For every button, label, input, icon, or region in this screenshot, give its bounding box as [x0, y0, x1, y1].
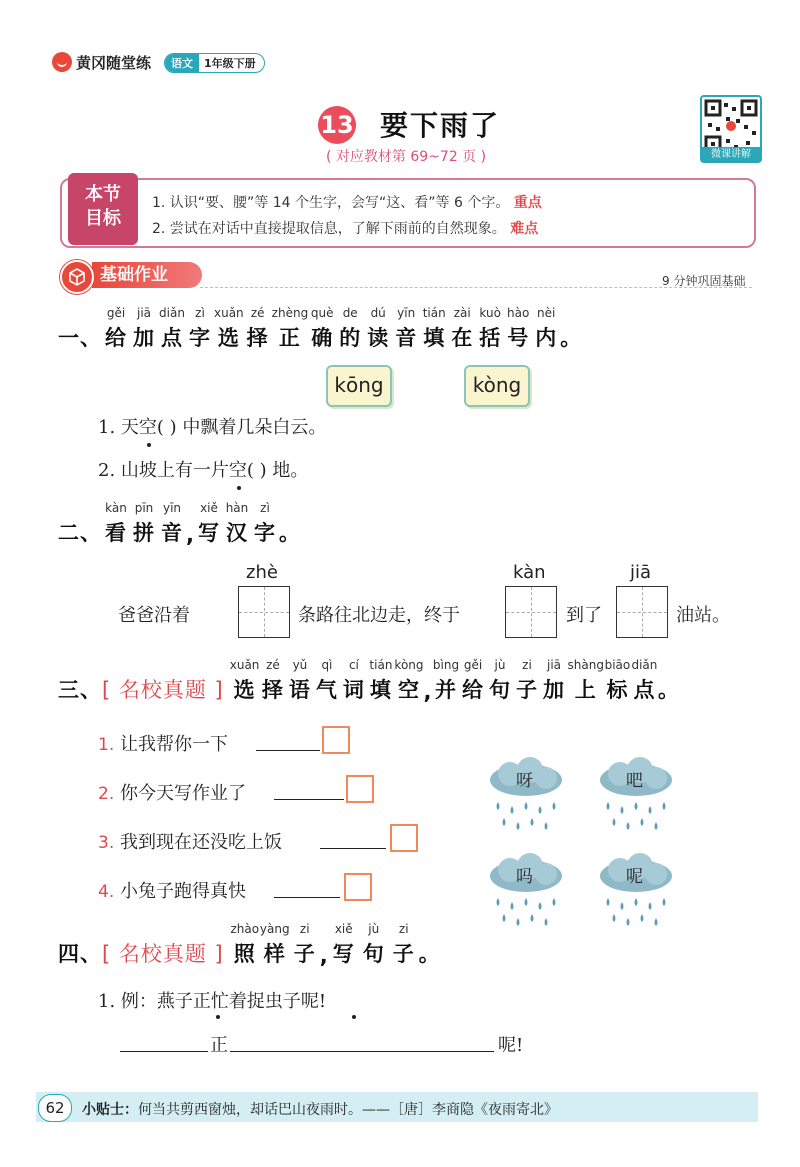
q4-example	[98, 987, 326, 1013]
heading-char: 选	[217, 326, 240, 350]
heading-char: 择	[261, 678, 284, 702]
pinyin-annotation: zé	[250, 306, 265, 320]
pinyin-annotation: jù	[494, 658, 506, 672]
heading-char: 音	[161, 521, 183, 545]
question-source-tag: [ 名校真题 ]	[102, 942, 224, 966]
question-prefix: 三、	[58, 678, 102, 702]
goal-item	[152, 218, 538, 238]
box-pinyin: kàn	[513, 562, 546, 583]
pinyin-annotation: jù	[368, 922, 380, 936]
grade-label: 1年级下册	[204, 57, 256, 70]
pinyin-option-card[interactable]	[326, 365, 392, 407]
pinyin-annotation	[426, 664, 430, 680]
answer-blank[interactable]	[320, 828, 386, 849]
dotted-char: 空	[138, 417, 157, 438]
question-end-mark: 。	[657, 678, 680, 702]
heading-char: ,	[319, 944, 329, 968]
heading-char-column	[223, 501, 251, 547]
heading-char: 气	[315, 678, 338, 702]
question-end-mark: 。	[418, 942, 441, 966]
heading-char: 给	[462, 678, 484, 702]
rain-cloud-icon	[596, 852, 676, 932]
pinyin-annotation: jiā	[136, 306, 152, 320]
heading-char: 上	[574, 678, 597, 702]
lesson-number: 13	[318, 106, 356, 144]
pinyin-annotation: zhào	[230, 922, 260, 936]
question-end-mark: 。	[560, 326, 583, 350]
pinyin-annotation: de	[342, 306, 358, 320]
pinyin-annotation: nèi	[537, 306, 556, 320]
heading-char-column	[394, 658, 423, 704]
cube-icon	[60, 260, 94, 294]
goals-label	[68, 173, 138, 245]
goal-item	[152, 192, 542, 212]
question-source-tag: [ 名校真题 ]	[102, 678, 224, 702]
pinyin-annotation: xuǎn	[214, 306, 244, 320]
heading-char-column	[290, 922, 320, 968]
pinyin-annotation: hàn	[225, 501, 249, 515]
qr-caption: 微课讲解	[700, 147, 762, 163]
heading-char: 空	[397, 678, 420, 702]
pinyin-annotation: kuò	[479, 306, 501, 320]
pinyin-annotation: yīn	[162, 501, 182, 515]
pinyin-annotation	[322, 928, 326, 944]
heading-char-column	[102, 306, 130, 352]
heading-char-column	[487, 658, 514, 704]
footer-tip	[82, 1099, 558, 1119]
pinyin-annotation: zài	[453, 306, 471, 320]
emphasis-dot	[147, 443, 151, 447]
heading-char: ,	[186, 523, 195, 547]
heading-char: ,	[423, 680, 433, 704]
q2-text-part: 油站。	[676, 605, 730, 626]
item-number: 3.	[98, 833, 115, 853]
pinyin-option-card[interactable]	[464, 365, 530, 407]
heading-char-column	[329, 922, 359, 968]
heading-char: 并	[435, 678, 457, 702]
heading-char: 音	[395, 326, 418, 350]
lesson-pages: ( 对应教材第 69~72 页 )	[326, 149, 487, 165]
q3-item	[98, 730, 228, 756]
pinyin-annotation: kòng	[394, 658, 424, 672]
tianzige-box[interactable]	[505, 586, 557, 638]
heading-char: 填	[369, 678, 392, 702]
pinyin-annotation: zhèng	[271, 306, 309, 320]
tip-label: 小贴士：	[82, 1102, 138, 1118]
heading-char: 择	[246, 326, 269, 350]
heading-char-column	[367, 658, 394, 704]
goals-label-bottom: 目标	[85, 208, 121, 229]
rain-cloud-icon	[486, 852, 566, 932]
heading-char: 子	[516, 678, 538, 702]
heading-char-column	[313, 658, 340, 704]
subject-label: 语文	[165, 54, 199, 72]
heading-char: 在	[451, 326, 474, 350]
heading-char-column	[244, 306, 272, 352]
pinyin-annotation: zì	[260, 501, 270, 515]
section-title: 基础作业	[92, 262, 202, 288]
heading-char-column	[359, 922, 389, 968]
cloud-word[interactable]: 呀	[516, 771, 533, 791]
q1-item-dotted	[229, 460, 247, 481]
heading-char: 确	[311, 326, 334, 350]
heading-char-column	[604, 658, 631, 704]
heading-char-column	[286, 658, 313, 704]
q1-item	[98, 456, 308, 482]
subject-badge	[164, 53, 265, 73]
heading-char: 子	[293, 942, 316, 966]
item-text: 你今天写作业了	[119, 783, 246, 804]
heading-char: 字	[189, 326, 211, 350]
pinyin-annotation: zi	[398, 922, 409, 936]
heading-char-column	[514, 658, 541, 704]
tianzige-box[interactable]	[616, 586, 668, 638]
heading-char: 看	[105, 521, 127, 545]
pinyin-annotation: xiě	[200, 501, 218, 515]
q3-item	[98, 828, 282, 854]
pinyin-option-text: kòng	[472, 373, 522, 397]
heading-char-column	[259, 658, 286, 704]
pinyin-annotation: zi	[522, 658, 532, 672]
q4-end-word: 呢!	[498, 1035, 524, 1056]
goal-text: 2. 尝试在对话中直接提取信息，了解下雨前的自然现象。	[152, 221, 506, 237]
pinyin-annotation: diǎn	[631, 658, 658, 672]
heading-char: 词	[342, 678, 365, 702]
q4-mid-word: 正	[210, 1035, 228, 1056]
pinyin-annotation: tián	[422, 306, 446, 320]
heading-char-column	[260, 922, 290, 968]
heading-char-column	[186, 507, 195, 547]
heading-char: 语	[288, 678, 311, 702]
question-1-heading	[58, 306, 582, 352]
heading-char-column	[230, 658, 260, 704]
question-4-heading	[58, 922, 441, 968]
rain-cloud-icon	[486, 756, 566, 836]
pinyin-annotation: hào	[507, 306, 530, 320]
heading-char-column	[158, 306, 186, 352]
punctuation-box[interactable]	[322, 726, 350, 754]
heading-char-column	[433, 658, 460, 704]
answer-blank[interactable]	[230, 1031, 494, 1052]
heading-char: 子	[392, 942, 415, 966]
heading-char: 拼	[133, 521, 155, 545]
emphasis-dot	[216, 1015, 220, 1019]
cloud-word[interactable]: 吧	[626, 771, 643, 791]
q1-item-before: 1. 天	[98, 417, 139, 438]
heading-char-column	[186, 306, 214, 352]
page-number: 62	[38, 1094, 72, 1122]
section-note: 9 分钟巩固基础	[662, 274, 746, 288]
item-number: 4.	[98, 882, 115, 902]
tip-text: 何当共剪西窗烛，却话巴山夜雨时。——［唐］李商隐《夜雨寄北》	[138, 1102, 558, 1118]
lesson-title: 要下雨了	[380, 109, 501, 142]
pinyin-annotation: shàng	[567, 658, 604, 672]
pinyin-annotation: yīn	[397, 306, 416, 320]
question-end-mark: 。	[278, 521, 301, 545]
heading-char-column	[102, 501, 130, 547]
heading-char: 给	[105, 326, 127, 350]
question-prefix: 四、	[58, 942, 102, 966]
punctuation-box[interactable]	[344, 873, 372, 901]
heading-char: 点	[161, 326, 183, 350]
heading-char: 内	[535, 326, 558, 350]
heading-char: 照	[233, 942, 256, 966]
pinyin-annotation	[189, 507, 193, 523]
heading-char: 选	[233, 678, 256, 702]
heading-char: 的	[339, 326, 362, 350]
goal-text: 1. 认识“要、腰”等 14 个生字，会写“这、看”等 6 个字。	[152, 195, 510, 211]
answer-blank[interactable]	[120, 1031, 208, 1052]
q4-example-text: 1. 例：燕子正忙着捉虫子呢!	[98, 991, 327, 1012]
heading-char-column	[476, 306, 504, 352]
q2-text-part: 爸爸沿着	[118, 605, 190, 626]
heading-char-column	[158, 501, 186, 547]
heading-char: 句	[489, 678, 511, 702]
item-text: 让我帮你一下	[119, 734, 228, 755]
emphasis-dot	[237, 486, 241, 490]
heading-char-column	[251, 501, 279, 547]
heading-char-column	[214, 306, 244, 352]
goal-tag: 难点	[510, 221, 539, 237]
heading-char-column	[340, 658, 367, 704]
pinyin-annotation: bìng	[432, 658, 460, 672]
pinyin-annotation: pīn	[134, 501, 154, 515]
heading-char-column	[230, 922, 260, 968]
goals-label-top: 本节	[85, 184, 121, 205]
heading-char-column	[541, 658, 568, 704]
punctuation-box[interactable]	[390, 824, 418, 852]
item-number: 2.	[98, 784, 115, 804]
heading-char-column	[568, 658, 604, 704]
heading-char: 字	[253, 521, 276, 545]
pinyin-annotation: diǎn	[159, 306, 185, 320]
heading-char: 括	[479, 326, 502, 350]
heading-char-column	[272, 306, 309, 352]
question-2-heading	[58, 501, 301, 547]
box-pinyin: zhè	[246, 562, 278, 583]
q2-text-part: 到了	[566, 605, 602, 626]
pinyin-annotation: jiā	[546, 658, 562, 672]
heading-char: 样	[263, 942, 286, 966]
item-number: 1.	[98, 735, 115, 755]
heading-char-column	[392, 306, 420, 352]
dotted-char: 空	[228, 460, 247, 481]
heading-char-column	[195, 501, 223, 547]
question-3-heading	[58, 658, 680, 704]
heading-char-column	[308, 306, 336, 352]
answer-blank[interactable]	[256, 730, 320, 751]
q1-item	[98, 413, 326, 439]
heading-char: 号	[507, 326, 530, 350]
q1-item-before: 2. 山坡上有一片	[98, 460, 229, 481]
goal-tag: 重点	[513, 195, 542, 211]
pinyin-annotation: qì	[321, 658, 333, 672]
heading-char-column	[336, 306, 364, 352]
pinyin-annotation: tián	[369, 658, 393, 672]
pinyin-annotation: zé	[266, 658, 280, 672]
brand-logo-icon	[52, 52, 72, 72]
heading-char-column	[424, 664, 433, 704]
heading-char-column	[532, 306, 560, 352]
answer-blank[interactable]	[274, 877, 340, 898]
item-text: 我到现在还没吃上饭	[119, 832, 282, 853]
heading-char-column	[364, 306, 392, 352]
q3-item	[98, 877, 246, 903]
heading-char-column	[504, 306, 532, 352]
punctuation-box[interactable]	[346, 775, 374, 803]
heading-char-column	[130, 306, 158, 352]
heading-char-column	[460, 658, 487, 704]
heading-char: 写	[332, 942, 355, 966]
pinyin-annotation: gěi	[106, 306, 126, 320]
brand-name: 黄冈随堂练	[76, 54, 152, 72]
heading-char: 点	[633, 678, 656, 702]
heading-char: 加	[543, 678, 565, 702]
cloud-word[interactable]: 吗	[516, 867, 533, 887]
pinyin-option-text: kōng	[334, 373, 384, 397]
pinyin-annotation: cí	[348, 658, 359, 672]
heading-char: 正	[278, 326, 301, 350]
cloud-word[interactable]: 呢	[626, 867, 643, 887]
rain-cloud-icon	[596, 756, 676, 836]
question-prefix: 一、	[58, 326, 102, 350]
emphasis-dot	[352, 1015, 356, 1019]
heading-char-column	[448, 306, 476, 352]
q1-item-after: ( ) 中飘着几朵白云。	[156, 417, 327, 438]
heading-char-column	[631, 658, 658, 704]
pinyin-annotation: yàng	[259, 922, 290, 936]
pinyin-annotation: zi	[299, 922, 310, 936]
pinyin-annotation: kàn	[105, 501, 127, 515]
heading-char: 写	[197, 521, 220, 545]
heading-char-column	[130, 501, 158, 547]
heading-char: 填	[423, 326, 446, 350]
question-prefix: 二、	[58, 521, 102, 545]
pinyin-annotation: què	[310, 306, 334, 320]
pinyin-annotation: yǔ	[292, 658, 308, 672]
heading-char: 句	[362, 942, 385, 966]
item-text: 小兔子跑得真快	[119, 881, 246, 902]
pinyin-annotation: gěi	[463, 658, 483, 672]
heading-char-column	[389, 922, 419, 968]
q1-item-dotted	[139, 417, 157, 438]
pinyin-annotation: dú	[370, 306, 386, 320]
heading-char: 读	[367, 326, 390, 350]
q3-item	[98, 779, 246, 805]
heading-char: 标	[606, 678, 629, 702]
pinyin-annotation: xuǎn	[229, 658, 260, 672]
tianzige-box[interactable]	[238, 586, 290, 638]
heading-char-column	[420, 306, 448, 352]
box-pinyin: jiā	[630, 562, 652, 583]
pinyin-annotation: zì	[195, 306, 205, 320]
q2-text-part: 条路往北边走，终于	[298, 605, 460, 626]
pinyin-annotation: xiě	[334, 922, 353, 936]
heading-char-column	[320, 928, 329, 968]
heading-char: 汉	[225, 521, 248, 545]
pinyin-annotation: biāo	[604, 658, 631, 672]
answer-blank[interactable]	[274, 779, 344, 800]
q1-item-after: ( ) 地。	[246, 460, 309, 481]
heading-char: 加	[133, 326, 155, 350]
